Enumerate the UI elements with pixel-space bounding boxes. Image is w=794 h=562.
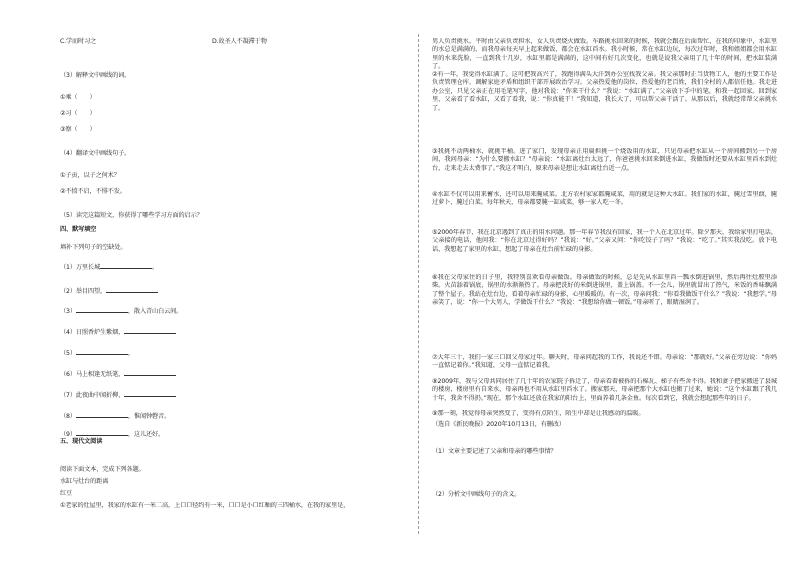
fill-suffix: ，散入青山白云间。 <box>127 308 183 315</box>
fill-item-2 <box>60 286 158 296</box>
answer-blank[interactable] <box>76 306 128 313</box>
article-title: 水缸与灶台的距离 <box>60 478 109 485</box>
section-4-heading: 四、默写填空 <box>60 226 97 233</box>
answer-blank[interactable] <box>124 369 176 376</box>
q4-item-1: ①子贡，以子之何术？ <box>60 172 120 179</box>
fill-prefix: （5） <box>60 350 76 357</box>
fill-item-6 <box>60 369 176 379</box>
reading-question-2: （2）分析文中画线句子的含义。 <box>432 491 521 498</box>
article-paragraph-1: ①老家的灶屋里，我家的水缸有一米二高，上口口径约有一米，口口是小口红釉的三四桶水，在我的家里是， <box>60 502 350 509</box>
question-4: （4）翻译文中画线句子。 <box>60 150 131 157</box>
fill-suffix: 。 <box>152 264 159 271</box>
fill-prefix: （6）马上相逢无纸笔， <box>60 371 125 378</box>
article-paragraph-3: ③我挑不动两桶水，就挑半桶。进了家门，发现母亲正用扁担挑一个烧饭用的水缸，只见母亲把水缸从一个房间搬到另一个房间，我问母亲：“为什么要搬水缸？”母亲说：“水缸离灶台太远了，你爸爸挑水回来倒进水缸，我做饭时还要从水缸里舀水到灶台，走来走去太费事了。”我这才明白，原来母亲是想让水缸离灶台近一点。 <box>432 148 777 172</box>
article-paragraph-9: ⑨那一刻，我觉得母亲突然变了，变得有点陌生，陌生中却是让我感动的温暖。 <box>432 410 645 417</box>
answer-blank[interactable] <box>124 327 176 334</box>
choice-d: D.故圣人不凝滞于物 <box>212 38 267 45</box>
fill-item-7 <box>60 390 176 400</box>
fill-prefix: （9） <box>60 431 76 438</box>
right-column <box>432 0 777 562</box>
article-source: （选自《新民晚报》2020年10月13日，有删改） <box>432 421 565 428</box>
column-divider <box>418 34 419 534</box>
answer-blank[interactable] <box>76 429 128 436</box>
reading-question-1: （1）文章主要记述了父亲和母亲的哪些事情？ <box>432 448 557 455</box>
fill-item-1 <box>60 262 158 272</box>
q3-item-1: ①乘（ ） <box>60 94 96 101</box>
question-3: （3）解释文中画线的词。 <box>60 72 131 79</box>
fill-suffix: ，惟闻钟磬音。 <box>127 413 171 420</box>
choice-c: C.学而时习之 <box>60 38 97 45</box>
fill-prefix: （4）日照香炉生紫烟， <box>60 329 125 336</box>
article-paragraph-4: ④水缸不仅可以用来蓄水，还可以用来腌咸菜。北方农村家家都腌咸菜，用的就是这种大水缸。我们家的水缸，腌过雪里蕻，腌过萝卜，腌过白菜。每年秋天，母亲都要腌一缸咸菜，够一家人吃一冬。 <box>432 191 777 207</box>
fill-suffix: ，这儿还好。 <box>127 431 165 438</box>
article-author: 红豆 <box>60 490 73 497</box>
answer-blank[interactable] <box>124 390 176 397</box>
article-paragraph-2: ②有一年，我觉得水缸满了。这可把我高兴了，我跑得满头大汗到办公室找我父亲。我父亲那时正当货物工人，他的主要工作是负责管理仓库，调解家庭矛盾和组织干部开展政治学习。父亲热爱他的岗位，热爱他的老百姓，我们全村的人都信任他。我走进办公室，只见父亲正在用毛笔写字，他对我说：“你来干什么？”我说：“水缸满了。”父亲放下手中的笔，和我一起回家。回到家里，父亲看了看水缸，又看了看我，说：“你真能干！”我知道，我长大了，可以帮父亲干活了。从那以后，我就经常帮父亲挑水了。 <box>432 71 777 112</box>
fill-prefix: （8） <box>60 413 76 420</box>
article-paragraph-1-cont: 男人负责挑水，平时由父亲负责担水，女人负责烧火做饭。车路挑水回来的时候，我就会跟在后面帮忙，在我的印象中，水缸里的水总是满满的，而我母亲每天早上起来做饭，都会在水缸舀水。我小时候，常在水缸边玩，每次过年时，我和姐姐都会用水缸里的水来洗脸，一直到我十几岁，水缸里都是满满的，这中间有好几次变化，也就是说我父亲用了几十年的时间，把水缸装满了。 <box>432 38 777 71</box>
fill-prefix: （1）万里长城 <box>60 264 101 271</box>
q3-item-2: ②习（ ） <box>60 110 96 117</box>
fill-item-8 <box>60 411 170 421</box>
fill-suffix: ， <box>127 350 134 357</box>
answer-blank[interactable] <box>106 286 158 293</box>
q3-item-3: ③察（ ） <box>60 126 96 133</box>
article-paragraph-8: ⑧2009年，我与父母共同居住了几十年的农家院子拆迁了，母亲看着被拆的石棉瓦、梯子有些舍不得。我和妻子把家搬进了县城的楼房，楼房里有自来水，母亲再也不用从水缸里舀水了。搬家那天，母亲把那个大水缸也搬了过来，她说：“这个水缸跟了我几十年，我舍不得扔。”现在，那个水缸还放在我家的阳台上，里面养着几条金鱼。每次看到它，我就会想起那些年的日子。 <box>432 378 777 402</box>
article-paragraph-5: ⑤2000年春节，我在北京遇到了真正的用水问题。那一年春节我没有回家，我一个人在北京过年。除夕那天，我给家里打电话，父亲接的电话，他问我：“你在北京过得好吗？”我说：“好。”父亲又问：“你吃饺子了吗？”我说：“吃了。”其实我没吃。放下电话，我想起了家里的水缸，想起了母亲在灶台前忙碌的身影。 <box>432 229 777 253</box>
fill-item-3 <box>60 306 182 316</box>
answer-blank[interactable] <box>100 262 152 269</box>
fill-item-5 <box>60 348 134 358</box>
article-paragraph-7: ⑦大年三十，我们一家三口回父母家过年。聊天时，母亲问起我的工作，我说还不错。母亲说：“那就好。”父亲在旁边说：“你妈一直惦记着你。”我知道，父母一直惦记着我。 <box>432 354 777 370</box>
answer-blank[interactable] <box>76 348 128 355</box>
article-paragraph-6: ⑥我在父母家住的日子里，我特别喜欢看母亲做饭。母亲做饭的时候，总是先从水缸里舀一瓢水倒进锅里，然后再往灶膛里添柴。火苗舔着锅底，锅里的水渐渐热了。母亲把洗好的米倒进锅里，盖上锅盖。不一会儿，锅里就冒出了热气，米饭的香味飘满了整个屋子。我站在灶台边，看着母亲忙碌的身影，心里暖暖的。有一次，母亲问我：“你看我做饭干什么？”我说：“我想学。”母亲笑了，说：“你一个大男人，学做饭干什么？”我说：“我想给你做一顿饭。”母亲听了，眼睛湿润了。 <box>432 274 777 307</box>
fill-prefix: （3） <box>60 308 76 315</box>
section-4-intro: 填补下列句子的空缺处。 <box>60 244 127 251</box>
section-5-heading: 五、现代文阅读 <box>60 438 103 445</box>
q4-item-2: ②不愤不启，不悱不发。 <box>60 188 126 195</box>
fill-prefix: （2）举目四望， <box>60 288 107 295</box>
fill-item-4 <box>60 327 176 337</box>
reading-intro: 阅读下面文本，完成下列各题。 <box>60 466 145 473</box>
answer-blank[interactable] <box>76 411 128 418</box>
left-column <box>60 0 405 562</box>
question-5: （5）读完这篇短文，你获得了哪些学习方面的启示？ <box>60 212 203 219</box>
fill-prefix: （7）此夜曲中闻折柳， <box>60 392 125 399</box>
